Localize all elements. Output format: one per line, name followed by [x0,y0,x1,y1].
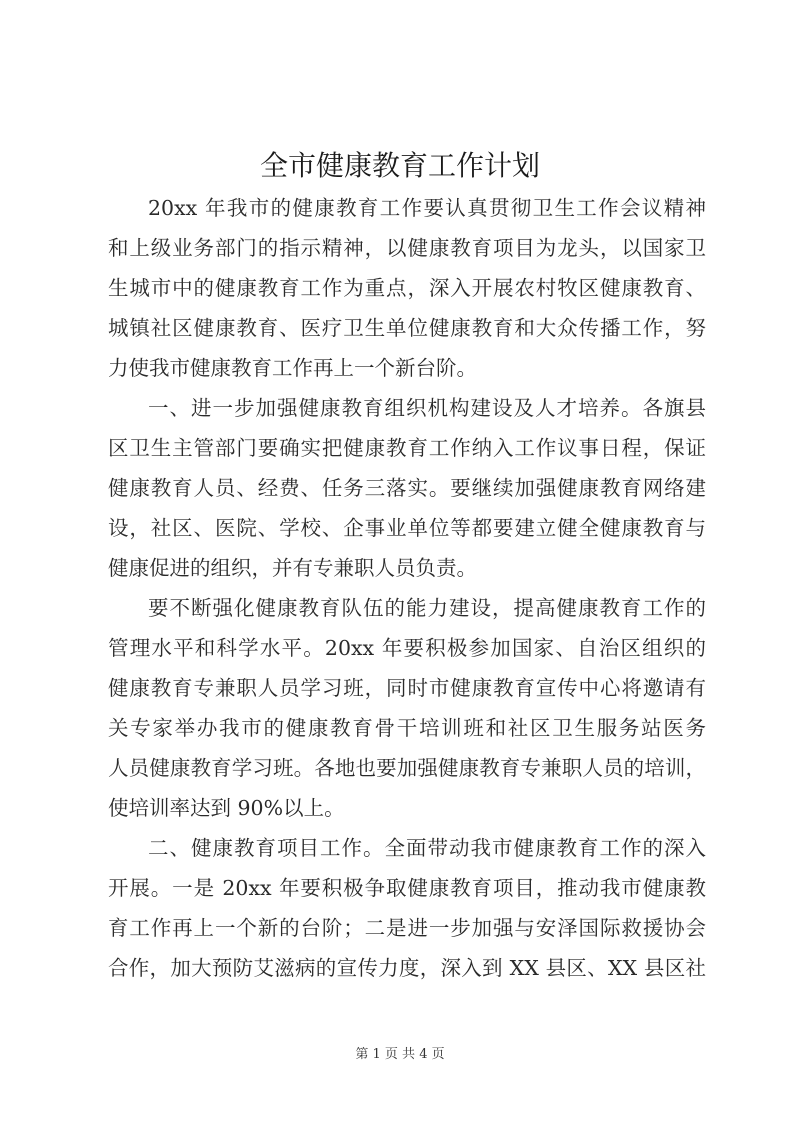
text-line: 开展。一是 20xx 年要积极争取健康教育项目，推动我市健康教 [108,876,706,900]
document-body [108,188,706,988]
text-line: 人员健康教育学习班。各地也要加强健康教育专兼职人员的培训， [108,756,706,780]
text-line: 二、健康教育项目工作。全面带动我市健康教育工作的深入 [148,836,706,860]
text-line: 要不断强化健康教育队伍的能力建设，提高健康教育工作的 [148,596,706,620]
text-line: 和上级业务部门的指示精神，以健康教育项目为龙头，以国家卫 [108,236,706,260]
text-line: 管理水平和科学水平。20xx 年要积极参加国家、自治区组织的 [108,636,706,660]
document-title: 全市健康教育工作计划 [259,149,540,182]
text-line: 健康教育人员、经费、任务三落实。要继续加强健康教育网络建 [108,476,706,500]
paragraph [108,388,706,588]
text-line: 使培训率达到 90%以上。 [108,796,345,820]
paragraph [108,188,706,388]
text-line: 合作，加大预防艾滋病的宣传力度，深入到 XX 县区、XX 县区社 [108,956,706,980]
text-line: 健康促进的组织，并有专兼职人员负责。 [108,556,477,580]
text-line: 区卫生主管部门要确实把健康教育工作纳入工作议事日程，保证 [108,436,706,460]
page-number-footer: 第 1 页 共 4 页 [355,1047,445,1062]
text-line: 生城市中的健康教育工作为重点，深入开展农村牧区健康教育、 [108,276,706,300]
text-line: 20xx 年我市的健康教育工作要认真贯彻卫生工作会议精神 [148,196,706,220]
text-line: 力使我市健康教育工作再上一个新台阶。 [108,356,477,380]
paragraph [108,588,706,828]
text-line: 育工作再上一个新的台阶；二是进一步加强与安泽国际救援协会 [108,916,706,940]
text-line: 健康教育专兼职人员学习班，同时市健康教育宣传中心将邀请有 [108,676,706,700]
text-line: 一、进一步加强健康教育组织机构建设及人才培养。各旗县 [148,396,706,420]
text-line: 设，社区、医院、学校、企事业单位等都要建立健全健康教育与 [108,516,706,540]
paragraph [108,828,706,988]
text-line: 城镇社区健康教育、医疗卫生单位健康教育和大众传播工作，努 [108,316,706,340]
text-line: 关专家举办我市的健康教育骨干培训班和社区卫生服务站医务 [108,716,706,740]
